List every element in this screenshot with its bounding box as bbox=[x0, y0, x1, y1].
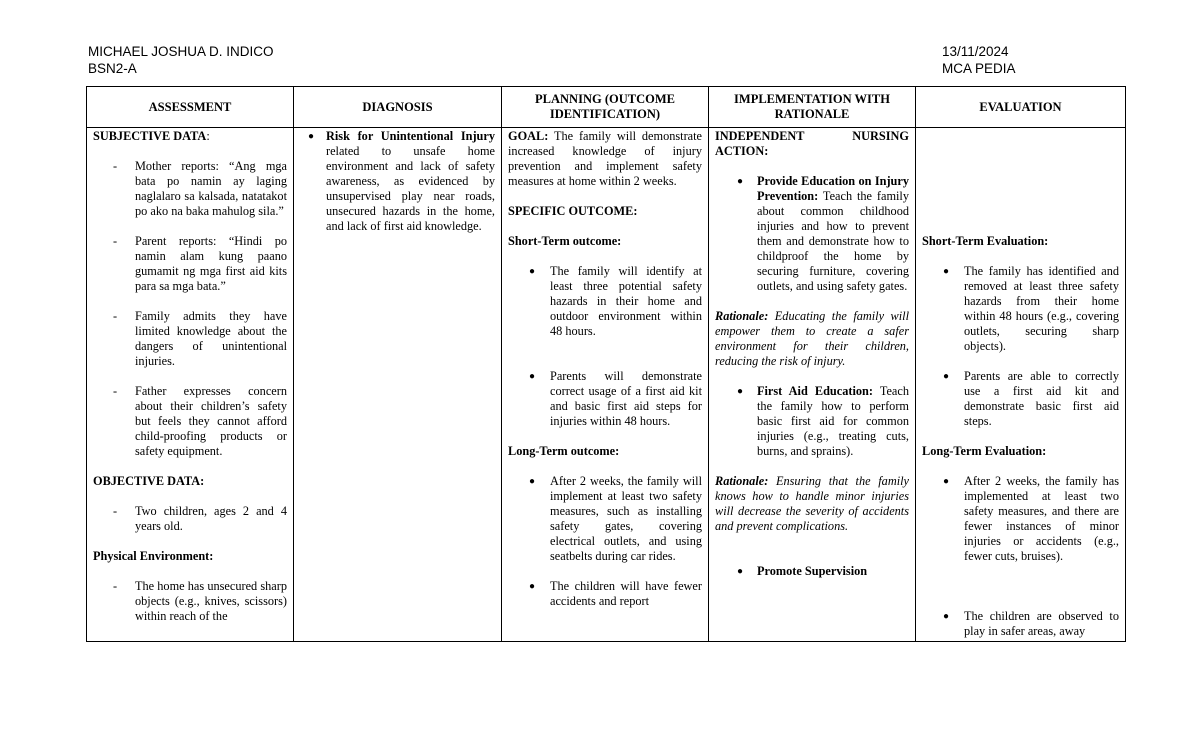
list-item: ● Provide Education on Injury Prevention: Teach the family about common childhood injuries and how to prevent them and demonstrate how to childproof the home by securing furniture, covering outlets, and using safety gates. bbox=[737, 174, 909, 293]
bullet-icon: ● bbox=[529, 371, 536, 382]
list-item: ● The children are observed to play in safer areas, away bbox=[943, 609, 1119, 638]
nursing-care-plan-table bbox=[86, 86, 1126, 642]
table-header-row bbox=[87, 87, 1126, 128]
assessment-cell bbox=[87, 128, 294, 642]
bullet-icon: ● bbox=[943, 371, 950, 382]
goal-label: GOAL: bbox=[508, 129, 549, 143]
diagnosis-cell bbox=[294, 128, 502, 642]
list-item: - The home has unsecured sharp objects (e.g., knives, scissors) within reach of the bbox=[113, 579, 287, 623]
column-header-diagnosis: DIAGNOSIS bbox=[294, 87, 502, 128]
column-header-assessment: ASSESSMENT bbox=[87, 87, 294, 128]
bullet-icon: ● bbox=[943, 266, 950, 277]
diagnosis-label: Risk for Unintentional Injury bbox=[326, 129, 495, 143]
student-info bbox=[88, 43, 274, 77]
subjective-colon: : bbox=[206, 129, 210, 143]
list-item: ● Parents are able to correctly use a first aid kit and demonstrate basic first aid steps. bbox=[943, 369, 1119, 428]
bullet-icon: ● bbox=[529, 581, 536, 592]
list-item: ● First Aid Education: Teach the family how to perform basic first aid for common injuries (e.g., treating cuts, burns, and sprains). bbox=[737, 384, 909, 458]
list-item: ● The children will have fewer accidents and report bbox=[529, 579, 702, 608]
bullet-icon: ● bbox=[529, 266, 536, 277]
subjective-heading: SUBJECTIVE DATA bbox=[93, 129, 207, 143]
bullet-icon: ● bbox=[529, 476, 536, 487]
list-item: ● After 2 weeks, the family has implemented at least two safety measures, and there are fewer instances of minor injuries or accidents (e.g., fewer cuts, bruises). bbox=[943, 474, 1119, 563]
rationale-text: Rationale: Educating the family will empower them to create a safer environment for their children, reducing the risk of injury. bbox=[715, 309, 909, 368]
bullet-icon: ● bbox=[737, 176, 744, 187]
table-body-row bbox=[87, 128, 1126, 642]
bullet-icon: ● bbox=[737, 566, 744, 577]
document-info bbox=[942, 43, 1016, 77]
list-item: - Family admits they have limited knowledge about the dangers of unintentional injuries. bbox=[113, 309, 287, 368]
student-name: MICHAEL JOSHUA D. INDICO bbox=[88, 44, 274, 59]
long-term-outcome-heading: Long-Term outcome: bbox=[508, 444, 620, 458]
bullet-icon: ● bbox=[308, 131, 315, 142]
list-item: ● The family will identify at least three potential safety hazards in their home and outdoor environment within 48 hours. bbox=[529, 264, 702, 338]
list-item: - Parent reports: “Hindi po namin alam kung paano gumamit ng mga first aid kits para sa mga bata.” bbox=[113, 234, 287, 293]
column-header-planning: PLANNING (OUTCOME IDENTIFICATION) bbox=[502, 87, 709, 128]
list-item: - Father expresses concern about their children’s safety but feels they cannot afford child-proofing products or safety equipment. bbox=[113, 384, 287, 458]
document-date: 13/11/2024 bbox=[942, 44, 1009, 59]
list-item: - Mother reports: “Ang mga bata po namin ay laging naglalaro sa kalsada, natatakot po ako na baka mahulog sila.” bbox=[113, 159, 287, 218]
independent-action-heading: INDEPENDENT NURSING ACTION: bbox=[715, 129, 909, 158]
student-section: BSN2-A bbox=[88, 61, 137, 76]
short-term-outcome-heading: Short-Term outcome: bbox=[508, 234, 622, 248]
diagnosis-statement bbox=[300, 129, 495, 234]
bullet-icon: ● bbox=[943, 611, 950, 622]
bullet-icon: ● bbox=[737, 386, 744, 397]
bullet-icon: ● bbox=[943, 476, 950, 487]
list-item: ● Promote Supervision bbox=[737, 564, 868, 578]
physical-environment-heading: Physical Environment: bbox=[93, 549, 214, 563]
diagnosis-text: related to unsafe home environment and lack of safety awareness, as evidenced by unsupervised play near roads, unsecured hazards in the home, and lack of first aid knowledge. bbox=[326, 144, 495, 233]
document-subject: MCA PEDIA bbox=[942, 61, 1016, 76]
specific-outcome-heading: SPECIFIC OUTCOME: bbox=[508, 204, 638, 218]
objective-heading: OBJECTIVE DATA: bbox=[93, 474, 205, 488]
short-term-evaluation-heading: Short-Term Evaluation: bbox=[922, 234, 1049, 248]
evaluation-cell bbox=[916, 128, 1126, 642]
long-term-evaluation-heading: Long-Term Evaluation: bbox=[922, 444, 1047, 458]
column-header-implementation: IMPLEMENTATION WITH RATIONALE bbox=[709, 87, 916, 128]
goal-text: The family will demonstrate increased knowledge of injury prevention and implement safety measures at home within 2 weeks. bbox=[508, 129, 703, 188]
implementation-cell bbox=[709, 128, 916, 642]
list-item: ● After 2 weeks, the family will implement at least two safety measures, such as installing safety gates, covering electrical outlets, and using seatbelts during car rides. bbox=[529, 474, 702, 563]
list-item: ● The family has identified and removed at least three safety hazards from their home within 48 hours (e.g., covering outlets, securing sharp objects). bbox=[943, 264, 1119, 353]
list-item: ● Parents will demonstrate correct usage of a first aid kit and basic first aid steps for injuries within 48 hours. bbox=[529, 369, 702, 428]
list-item: - Two children, ages 2 and 4 years old. bbox=[113, 504, 287, 533]
planning-cell bbox=[502, 128, 709, 642]
rationale-text: Rationale: Ensuring that the family knows how to handle minor injuries will decrease the severity of accidents and prevent complications. bbox=[715, 474, 909, 533]
column-header-evaluation: EVALUATION bbox=[916, 87, 1126, 128]
